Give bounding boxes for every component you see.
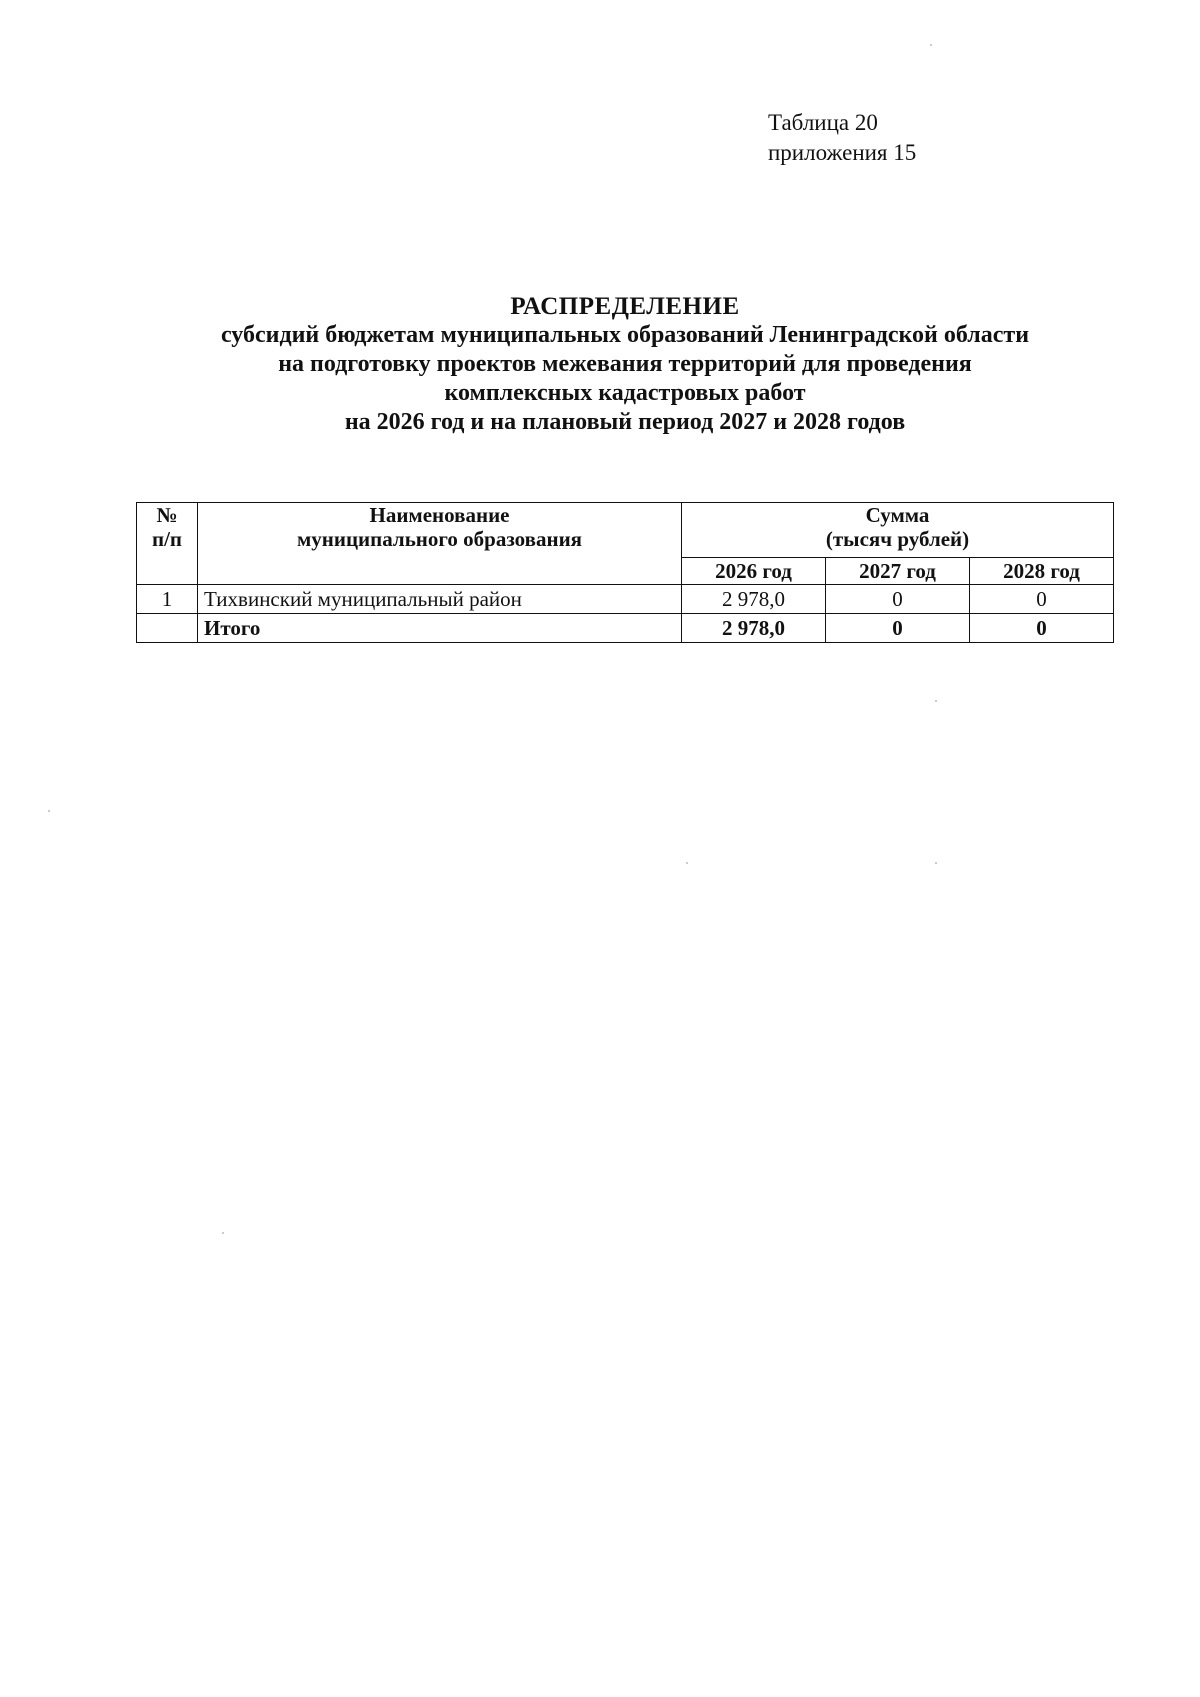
header-year-2026: 2026 год — [682, 558, 826, 585]
scan-speck — [686, 862, 688, 864]
total-value-2027: 0 — [826, 614, 970, 643]
scan-speck — [930, 44, 932, 46]
row-value-2026: 2 978,0 — [682, 585, 826, 614]
table-reference — [768, 108, 916, 168]
title-line-1: субсидий бюджетам муниципальных образований Ленинградской области — [220, 322, 1030, 348]
header-name-line-2: муниципального образования — [296, 527, 583, 551]
row-value-2028: 0 — [970, 585, 1114, 614]
header-number — [137, 503, 198, 585]
row-value-2027: 0 — [826, 585, 970, 614]
header-sum-line-2: (тысяч рублей) — [825, 527, 970, 551]
reference-table-number: Таблица 20 — [768, 110, 878, 135]
header-name-line-1: Наименование — [369, 503, 510, 527]
header-number-abbr: п/п — [151, 527, 183, 551]
distribution-table — [136, 502, 1114, 643]
scan-speck — [222, 1232, 224, 1234]
header-sum-line-1: Сумма — [865, 503, 930, 527]
total-label: Итого — [198, 614, 682, 643]
document-title — [130, 292, 1120, 437]
total-number — [137, 614, 198, 643]
title-line-2: на подготовку проектов межевания территорий для проведения — [278, 351, 972, 377]
total-value-2026: 2 978,0 — [682, 614, 826, 643]
header-year-2027: 2027 год — [826, 558, 970, 585]
title-line-3: комплексных кадастровых работ — [444, 380, 806, 406]
row-municipality: Тихвинский муниципальный район — [198, 585, 682, 614]
distribution-table-container — [136, 502, 1112, 643]
row-number: 1 — [137, 585, 198, 614]
scan-speck — [935, 862, 937, 864]
header-municipality-name — [198, 503, 682, 585]
title-line-4: на 2026 год и на плановый период 2027 и 2028 годов — [344, 409, 906, 435]
table-total-row — [137, 614, 1114, 643]
table-header-row — [137, 503, 1114, 558]
title-main: РАСПРЕДЕЛЕНИЕ — [510, 293, 740, 320]
scan-speck — [935, 700, 937, 702]
header-year-2028: 2028 год — [970, 558, 1114, 585]
total-value-2028: 0 — [970, 614, 1114, 643]
reference-appendix-number: приложения 15 — [768, 140, 917, 165]
header-sum — [682, 503, 1114, 558]
table-row — [137, 585, 1114, 614]
header-number-symbol: № — [156, 503, 178, 527]
scan-speck — [48, 810, 50, 812]
